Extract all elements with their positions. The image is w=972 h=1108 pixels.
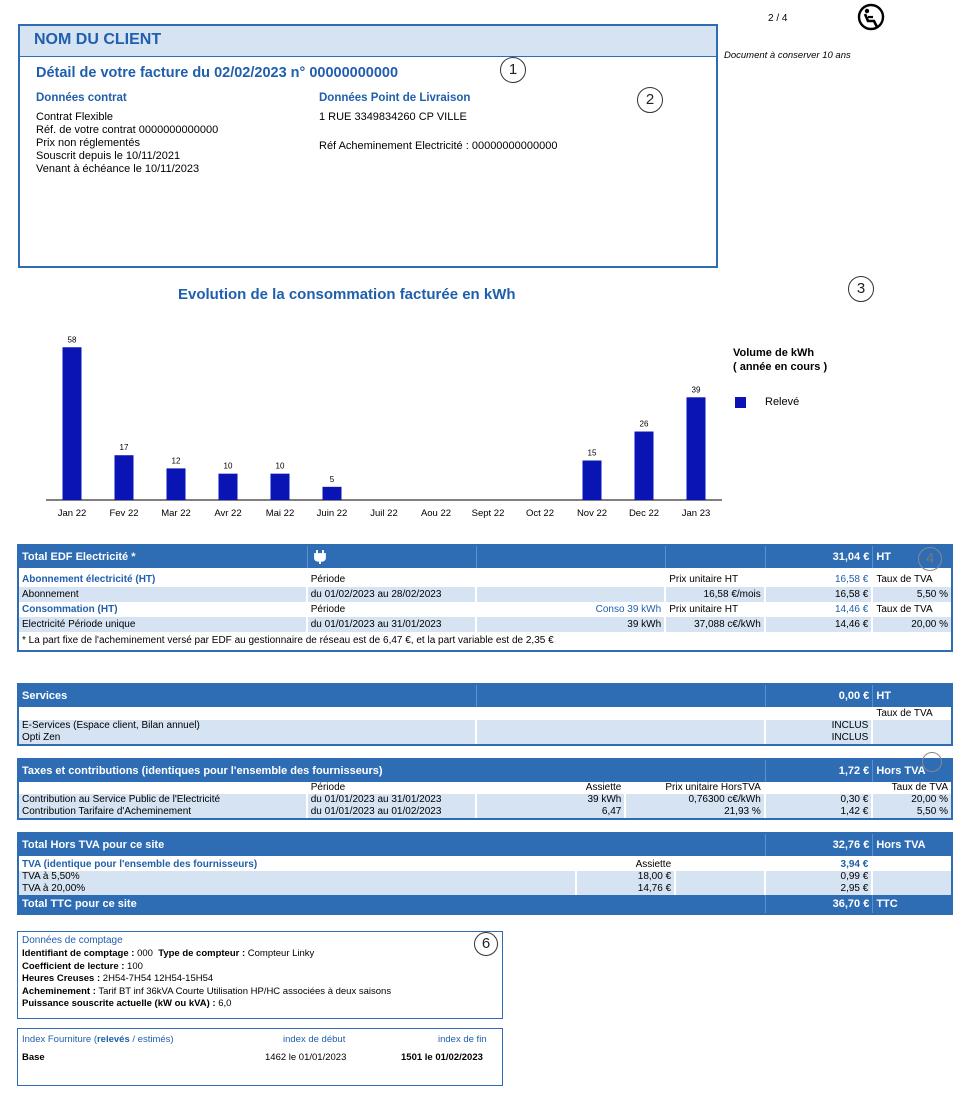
x-tick-label: Mai 22 (265, 508, 295, 519)
table-row (19, 806, 951, 818)
table-row (19, 732, 951, 744)
row-label: TVA à 20,00% (19, 883, 577, 895)
row-unit-price: Prix unitaire HT (666, 572, 766, 587)
index-end-label: index de fin (438, 1034, 487, 1045)
bar-value-label: 12 (171, 456, 181, 466)
table-row (19, 602, 951, 617)
services-label: Services (19, 685, 477, 707)
row-unit-price: 0,76300 c€/kWh (626, 794, 765, 806)
accessibility-icon (856, 3, 886, 34)
metering-line: Identifiant de comptage : 000 Type de compteur : Compteur Linky (22, 948, 315, 959)
row-amount: 1,42 € (766, 806, 874, 818)
x-tick-label: Juin 22 (316, 508, 348, 519)
bar-value-label: 10 (275, 461, 285, 471)
services-unit: HT (876, 690, 891, 702)
table-row (19, 707, 951, 720)
x-tick-label: Juil 22 (370, 508, 398, 519)
row-vat: 5,50 % (916, 589, 948, 600)
chart-title: Evolution de la consommation facturée en kWh (178, 286, 516, 303)
col-unit-price: Prix unitaire HorsTVA (626, 782, 765, 794)
total-ht-amount: 32,76 € (766, 834, 874, 856)
client-box (18, 24, 718, 268)
contract-lines (36, 111, 218, 176)
legend-title-line: ( année en cours ) (733, 361, 828, 373)
row-amount: 14,46 € (766, 602, 874, 617)
row-label: E-Services (Espace client, Bilan annuel) (19, 720, 477, 732)
plug-icon (308, 546, 477, 568)
metering-box (17, 931, 503, 1019)
row-vat: Taux de TVA (876, 604, 933, 615)
taxes-label: Taxes et contributions (identiques pour l'ensemble des fournisseurs) (19, 760, 766, 782)
total-ht-row (19, 834, 951, 856)
row-period: du 01/01/2023 au 31/01/2023 (308, 794, 477, 806)
row-vat: 20,00 % (911, 619, 948, 630)
contract-title: Données contrat (36, 92, 127, 104)
row-vat: Taux de TVA (876, 574, 933, 585)
row-conso (477, 587, 666, 602)
legend-label: Relevé (765, 396, 800, 408)
delivery-ref: Réf Acheminement Electricité : 00000000000000 (319, 140, 558, 152)
row-conso (477, 572, 666, 587)
bar (323, 487, 342, 500)
row-unit-price: 37,088 c€/kWh (666, 617, 766, 632)
row-label: Abonnement électricité (HT) (19, 572, 308, 587)
bar (635, 432, 654, 500)
row-label: Consommation (HT) (19, 602, 308, 617)
total-ttc-unit: TTC (876, 898, 898, 910)
services-header-row (19, 685, 951, 707)
col-period: Période (308, 782, 477, 794)
contract-line: Venant à échéance le 10/11/2023 (36, 163, 200, 175)
marker-5 (922, 752, 942, 772)
metering-line: Acheminement : Tarif BT inf 36kVA Courte Utilisation HP/HC associées à deux saisons (22, 985, 392, 997)
services-amount: 0,00 € (766, 685, 874, 707)
x-tick-label: Fev 22 (109, 508, 139, 519)
invoice-title: Détail de votre facture du 02/02/2023 n° 00000000000 (36, 65, 399, 81)
bar (583, 461, 602, 501)
bar (271, 474, 290, 500)
index-box (17, 1028, 503, 1086)
row-label: Abonnement (19, 587, 308, 602)
edf-total-amount: 31,04 € (766, 546, 874, 568)
index-title: Index Fourniture (relevés / estimés) (22, 1034, 174, 1045)
edf-table (17, 544, 953, 652)
col-vat: Taux de TVA (891, 782, 948, 793)
x-tick-label: Aou 22 (420, 508, 452, 519)
client-name: NOM DU CLIENT (20, 26, 716, 57)
bar-value-label: 39 (691, 385, 701, 395)
row-label: TVA à 5,50% (19, 871, 577, 883)
x-tick-label: Nov 22 (576, 508, 608, 519)
index-row-start: 1462 le 01/01/2023 (265, 1052, 347, 1063)
services-vat-label: Taux de TVA (876, 708, 933, 719)
services-table (17, 683, 953, 746)
marker-3: 3 (848, 276, 874, 302)
table-row (19, 587, 951, 602)
x-tick-label: Jan 22 (57, 508, 87, 519)
total-ht-unit: Hors TVA (876, 839, 926, 851)
delivery-address: 1 RUE 3349834260 CP VILLE (319, 111, 467, 123)
table-row (19, 871, 951, 883)
marker-1: 1 (500, 57, 526, 83)
table-row (19, 794, 951, 806)
metering-title: Données de comptage (22, 935, 123, 946)
totals-table (17, 832, 953, 915)
row-value: INCLUS (766, 720, 874, 732)
tva-base-label: Assiette (577, 858, 677, 871)
tva-row (19, 858, 951, 871)
x-tick-label: Dec 22 (628, 508, 660, 519)
row-base: 39 kWh (477, 794, 626, 806)
bar-value-label: 10 (223, 461, 233, 471)
x-tick-label: Oct 22 (526, 508, 554, 519)
x-tick-label: Mar 22 (161, 508, 191, 519)
contract-line: Réf. de votre contrat 0000000000000 (36, 124, 219, 136)
bar-value-label: 17 (119, 443, 129, 453)
metering-line: Heures Creuses : 2H54-7H54 12H54-15H54 (22, 973, 214, 984)
row-value: INCLUS (766, 732, 874, 744)
taxes-table (17, 758, 953, 820)
legend-swatch (735, 397, 746, 408)
edf-header-row (19, 546, 951, 568)
taxes-amount: 1,72 € (766, 760, 874, 782)
row-amount: 14,46 € (766, 617, 874, 632)
metering-line: Coefficient de lecture : 100 (22, 960, 143, 972)
row-amount: 2,95 € (766, 883, 874, 895)
total-ttc-amount: 36,70 € (766, 895, 874, 913)
contract-line: Prix non réglementés (36, 137, 140, 149)
contract-line: Contrat Flexible (36, 111, 114, 123)
row-vat: 5,50 % (916, 806, 948, 817)
keep-note: Document à conserver 10 ans (724, 50, 851, 61)
bar (167, 468, 186, 500)
taxes-header-row (19, 760, 951, 782)
x-tick-label: Jan 23 (681, 508, 711, 519)
row-label: Contribution Tarifaire d'Acheminement (19, 806, 308, 818)
tva-amount: 3,94 € (766, 858, 874, 871)
bar-value-label: 15 (587, 448, 597, 458)
row-period: du 01/02/2023 au 28/02/2023 (308, 587, 477, 602)
total-ht-label: Total Hors TVA pour ce site (19, 834, 766, 856)
bar-value-label: 26 (639, 419, 649, 429)
metering-lines (22, 948, 391, 1011)
bar (687, 397, 706, 500)
row-period: Période (308, 572, 477, 587)
row-period: du 01/01/2023 au 31/01/2023 (308, 617, 477, 632)
row-period: du 01/01/2023 au 01/02/2023 (308, 806, 477, 818)
total-ttc-label: Total TTC pour ce site (19, 895, 766, 913)
marker-4: 4 (918, 547, 942, 571)
contract-line: Souscrit depuis le 10/11/2021 (36, 150, 181, 162)
edf-footnote: * La part fixe de l'acheminement versé par EDF au gestionnaire de réseau est de 6,47 €, et la part variable est de 2,35 € (22, 635, 554, 646)
taxes-col-row (19, 782, 951, 794)
row-base: 14,76 € (577, 883, 677, 895)
bar-value-label: 58 (67, 335, 77, 345)
metering-line: Puissance souscrite actuelle (kW ou kVA) : 6,0 (22, 998, 232, 1009)
table-row (19, 720, 951, 732)
row-label: Electricité Période unique (19, 617, 308, 632)
index-row-end: 1501 le 01/02/2023 (401, 1052, 483, 1063)
bar (63, 347, 82, 500)
index-row-label: Base (22, 1052, 45, 1063)
row-base: 18,00 € (577, 871, 677, 883)
row-label: Contribution au Service Public de l'Electricité (19, 794, 308, 806)
footnote-row (19, 632, 951, 650)
legend-title (733, 346, 827, 374)
legend-title-line: Volume de kWh (733, 347, 815, 359)
edf-total-unit: HT (876, 551, 891, 563)
row-base: 6,47 (477, 806, 626, 818)
table-row (19, 617, 951, 632)
row-conso: 39 kWh (477, 617, 666, 632)
delivery-title: Données Point de Livraison (319, 92, 471, 104)
marker-6: 6 (474, 932, 498, 956)
row-amount: 0,99 € (766, 871, 874, 883)
x-tick-label: Avr 22 (214, 508, 242, 519)
table-row (19, 883, 951, 895)
row-vat: 20,00 % (911, 794, 948, 805)
taxes-unit: Hors TVA (876, 765, 926, 777)
index-start-label: index de début (283, 1034, 346, 1045)
row-unit-price: 21,93 % (626, 806, 765, 818)
tva-label: TVA (identique pour l'ensemble des fournisseurs) (19, 858, 577, 871)
table-row (19, 572, 951, 587)
bar (219, 474, 238, 500)
x-tick-label: Sept 22 (471, 508, 505, 519)
marker-2: 2 (637, 87, 663, 113)
edf-total-label: Total EDF Electricité * (19, 546, 308, 568)
row-amount: 16,58 € (766, 572, 874, 587)
row-amount: 16,58 € (766, 587, 874, 602)
total-ttc-row (19, 895, 951, 913)
col-base: Assiette (477, 782, 626, 794)
row-unit-price: 16,58 €/mois (666, 587, 766, 602)
row-unit-price: Prix unitaire HT (666, 602, 766, 617)
row-period: Période (308, 602, 477, 617)
row-amount: 0,30 € (766, 794, 874, 806)
bar-value-label: 5 (329, 474, 335, 484)
page-number: 2 / 4 (768, 13, 788, 24)
bar (115, 455, 134, 500)
row-label: Opti Zen (19, 732, 477, 744)
row-conso: Conso 39 kWh (477, 602, 666, 617)
